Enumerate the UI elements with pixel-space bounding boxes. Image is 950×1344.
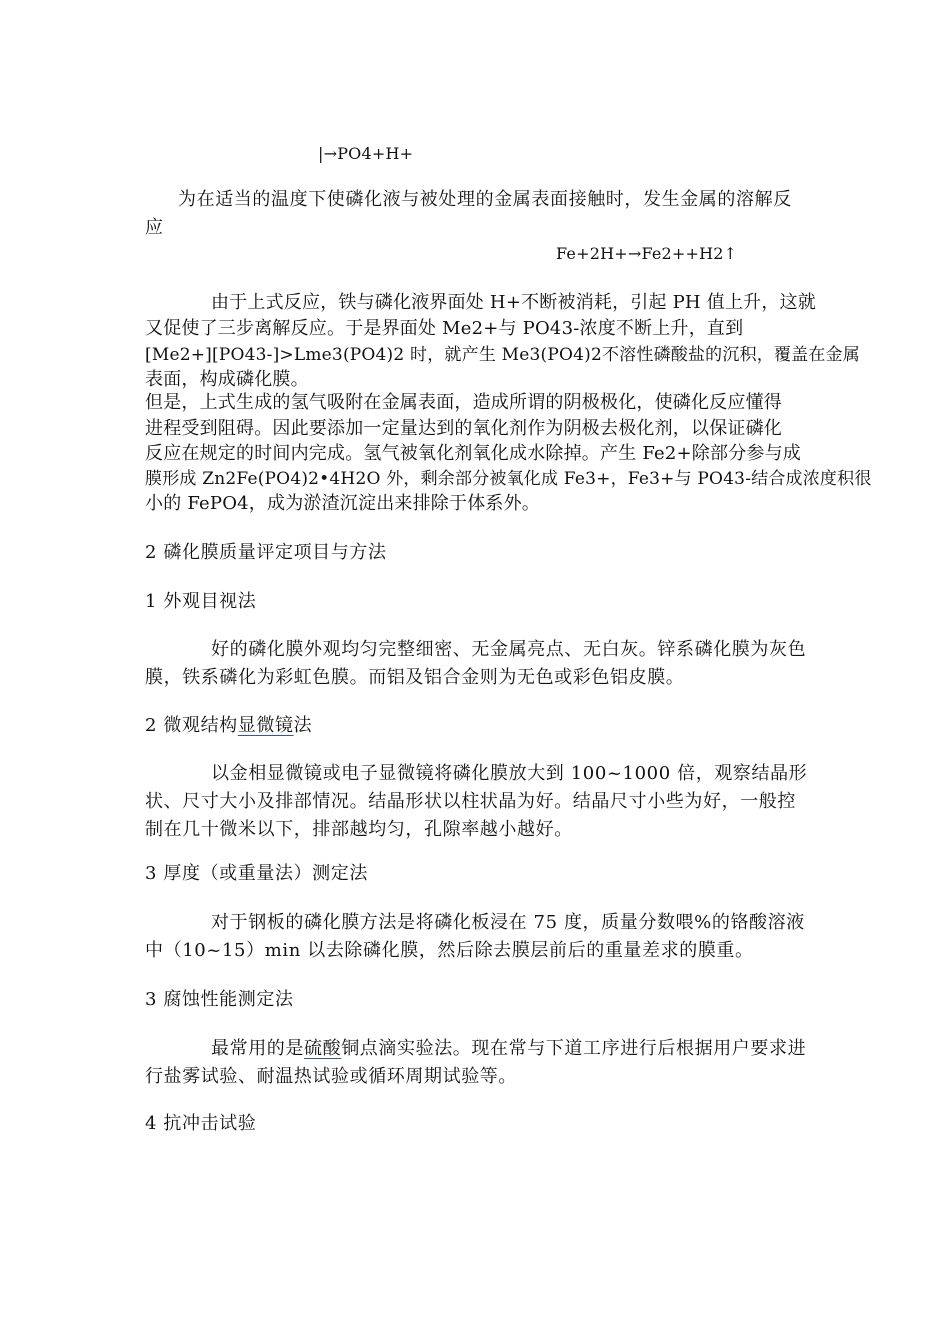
section-heading-quality: 2 磷化膜质量评定项目与方法 [145, 542, 387, 563]
paragraph-polarization-line-3: 反应在规定的时间内完成。氢气被氧化剂氧化成水除掉。产生 Fe2+除部分参与成 [145, 443, 802, 464]
heading-visual-method: 1 外观目视法 [145, 591, 257, 612]
heading-corrosion: 3 腐蚀性能测定法 [145, 989, 294, 1010]
heading-microstructure-prefix: 2 微观结构 [145, 715, 238, 736]
paragraph-corrosion-prefix: 最常用的是 [211, 1038, 304, 1059]
paragraph-microstructure: 以金相显微镜或电子显微镜将磷化膜放大到 100~1000 倍，观察结晶形状、尺寸大小及排部情况。结晶形状以柱状晶为好。结晶尺寸小些为好，一般控制在几十微米以下，排部越均匀，孔隙率越小越好。 [145, 763, 808, 840]
paragraph-dissolution: 为在适当的温度下使磷化液与被处理的金属表面接触时，发生金属的溶解反应 [145, 189, 792, 238]
paragraph-polarization-line-1: 但是，上式生成的氢气吸附在金属表面，造成所谓的阴极极化，使磷化反应懂得 [145, 392, 782, 413]
paragraph-reaction-line-4: 表面，构成磷化膜。 [145, 369, 309, 390]
paragraph-corrosion-suffix: 铜点滴实验法。现在常与下道工序进行后根据用户要求进行盐雾试验、耐温热试验或循环周期试验等。 [145, 1038, 807, 1087]
heading-microstructure [145, 712, 312, 740]
paragraph-visual-method: 好的磷化膜外观均匀完整细密、无金属亮点、无白灰。锌系磷化膜为灰色膜，铁系磷化为彩虹色膜。而铝及铝合金则为无色或彩色铝皮膜。 [145, 639, 807, 688]
paragraph-reaction-line-2: 又促使了三步离解反应。于是界面处 Me2+与 PO43-浓度不断上升，直到 [145, 318, 744, 339]
paragraph-polarization-line-5: 小的 FePO4，成为淤渣沉淀出来排除于体系外。 [145, 493, 540, 514]
heading-impact-test: 4 抗冲击试验 [145, 1113, 257, 1134]
paragraph-thickness: 对于钢板的磷化膜方法是将磷化板浸在 75 度，质量分数喂%的铬酸溶液中（10~15）min 以去除磷化膜，然后除去膜层前后的重量差求的膜重。 [145, 912, 805, 961]
sulfuric-acid-link[interactable]: 硫酸 [304, 1038, 342, 1059]
formula-phosphate: |→PO4+H+ [318, 144, 414, 163]
paragraph-polarization-line-2: 进程受到阻碍。因此要添加一定量达到的氧化剂作为阴极去极化剂，以保证磷化 [145, 418, 782, 439]
paragraph-reaction-line-3: [Me2+][PO43-]>Lme3(PO4)2 时，就产生 Me3(PO4)2不溶性磷酸盐的沉积，覆盖在金属 [145, 345, 860, 365]
heading-thickness: 3 厚度（或重量法）测定法 [145, 863, 368, 884]
paragraph-reaction-line-1: 由于上式反应，铁与磷化液界面处 H+不断被消耗，引起 PH 值上升，这就 [211, 292, 816, 313]
microscope-link[interactable]: 显微镜 [237, 715, 294, 736]
heading-microstructure-suffix: 法 [293, 715, 313, 736]
formula-iron-dissolution: Fe+2H+→Fe2++H2↑ [556, 244, 738, 263]
paragraph-corrosion [145, 1035, 810, 1091]
paragraph-polarization-line-4: 膜形成 Zn2Fe(PO4)2•4H2O 外，剩余部分被氧化成 Fe3+，Fe3+与 PO43-结合成浓度积很 [145, 469, 872, 489]
